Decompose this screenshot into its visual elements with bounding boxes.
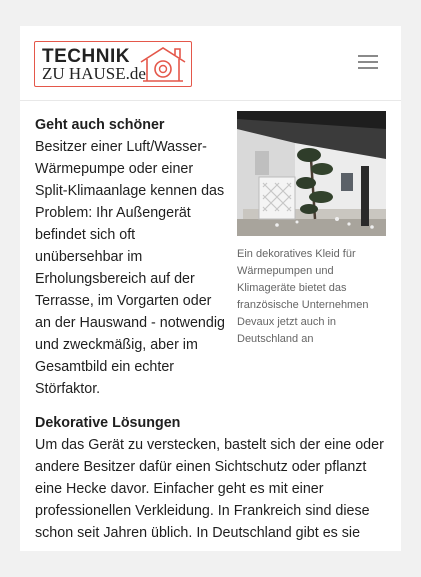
section-2-body: Um das Gerät zu verstecken, bastelt sich der eine oder andere Besitzer dafür einen Sichtschutz oder pflanzt eine Hecke davor. Einfacher geht es mit einer professionellen Verkleidung. In Frankreich sind diese schon seit Jahren üblich. In Deutschland gibt es sie bbox=[35, 437, 384, 541]
heat-pump-cover-photo[interactable] bbox=[237, 111, 386, 236]
site-logo[interactable] bbox=[34, 41, 192, 87]
logo-line2: ZU HAUSE.de bbox=[42, 64, 146, 83]
hamburger-menu-icon[interactable] bbox=[358, 55, 380, 71]
article-section-1 bbox=[35, 114, 387, 404]
section-1-text bbox=[35, 114, 225, 400]
figure-caption: Ein dekoratives Kleid für Wärmepumpen und Klimageräte bietet das französische Unternehmen Devaux jetzt auch in Deutschland an bbox=[237, 248, 369, 345]
article-section-2 bbox=[35, 412, 387, 544]
section-2-heading: Dekorative Lösungen bbox=[35, 415, 181, 431]
house-icon bbox=[139, 45, 187, 83]
article-content bbox=[35, 114, 387, 541]
section-1-body: Besitzer einer Luft/Wasser-Wärmepumpe oder einer Split-Klimaanlage kennen das Problem: Ihr Außengerät befindet sich oft unübersehbar im Erholungsbereich auf der Terrasse, im Vorgarten oder an der Hauswand - notwendig und zweckmäßig, aber im Gesamtbild ein echter Störfaktor. bbox=[35, 139, 225, 397]
site-header bbox=[20, 26, 401, 101]
logo-line1: TECHNIK bbox=[42, 46, 130, 67]
page-card bbox=[20, 26, 401, 551]
section-1-heading: Geht auch schöner bbox=[35, 117, 165, 133]
article-figure bbox=[237, 111, 387, 348]
